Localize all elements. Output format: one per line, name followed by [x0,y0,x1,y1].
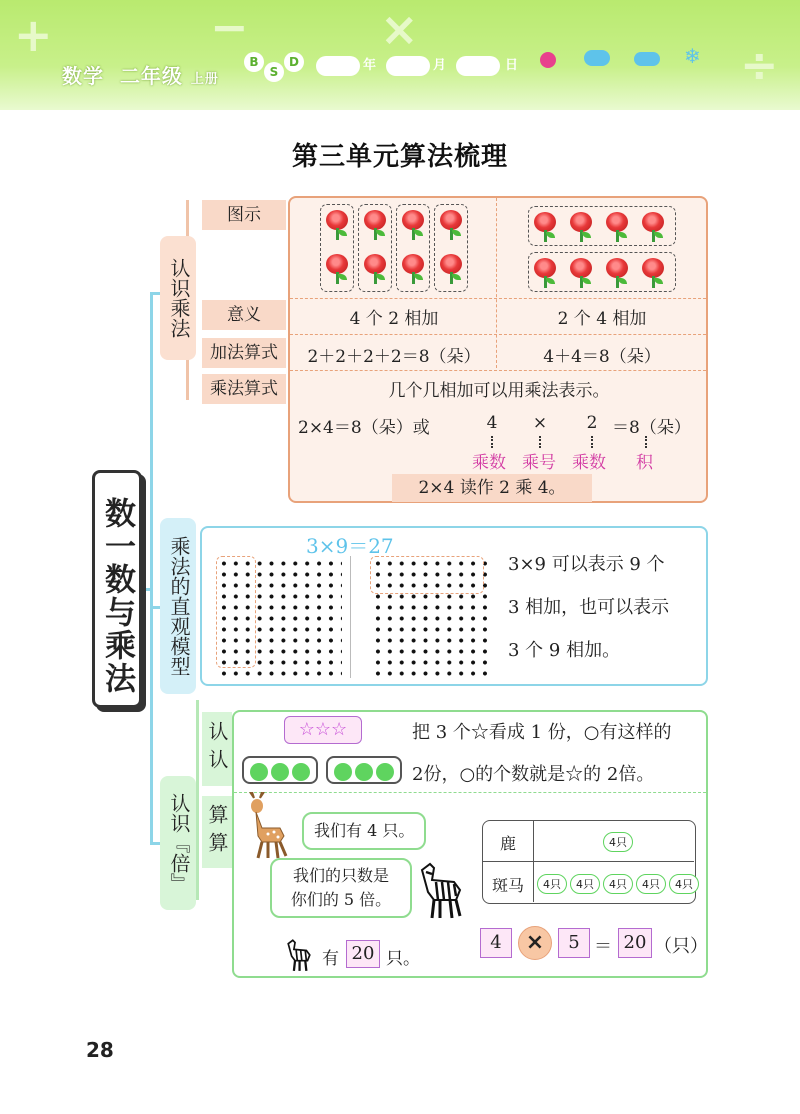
rose-icon [362,208,388,240]
column-highlight [216,556,256,668]
pointer-line [591,436,593,448]
group-cell: 4只 [537,874,567,894]
pointer-line [539,436,541,448]
row-divider [290,298,706,299]
eq-operand-a: 4 [480,928,512,958]
zebra-speech-line-2: 你们的 5 倍。 [290,890,392,909]
rose-icon [438,208,464,240]
section-multiplication-label: 认识乘法 [160,236,196,360]
zebra-speech-line-1: 我们的只数是 [292,866,389,885]
row-label-diagram: 图示 [202,200,286,230]
term-factor-1: 乘数 [472,453,506,473]
addition-right: 4＋4＝8（朵） [543,347,661,367]
branch-s3 [196,700,199,900]
rose-icon [532,210,558,242]
answer-value: 20 [346,940,380,968]
tree-root [142,588,152,591]
table-zebra-label: 斑马 [491,876,524,895]
eq-unit: （只） [654,936,708,957]
publisher-badge-s: S [264,62,284,82]
row-label-meaning: 意义 [202,300,286,330]
row-label-addition: 加法算式 [202,338,286,368]
zebra-icon [416,860,466,920]
snow-weather-icon: ❄ [684,44,701,68]
rose-icon [438,252,464,284]
day-label: 日 [505,58,519,73]
group-cell: 4只 [570,874,600,894]
comparison-table [482,820,696,904]
main-topic: 数一数与乘法 [92,470,142,708]
eq-product: ＝8（朵） [612,418,691,438]
equation-prefix: 2×4＝8（朵）或 [298,418,430,438]
meaning-right: 2 个 4 相加 [557,309,647,329]
zebra-speech [270,858,412,918]
circle-group-2 [326,756,402,784]
rose-icon [640,210,666,242]
circle-icon [250,763,268,781]
rose-icon [604,256,630,288]
plus-decoration-icon: + [14,8,53,62]
circle-icon [355,763,373,781]
rose-icon [362,252,388,284]
publisher-badge-d: D [284,52,304,72]
answer-suffix: 只。 [386,949,420,969]
rose-icon [400,252,426,284]
deer-group [603,831,636,852]
row-highlight [370,556,484,594]
group-cell: 4只 [669,874,699,894]
rose-icon [604,210,630,242]
rose-icon [532,256,558,288]
addition-left: 2＋2＋2＋2＝8（朵） [307,347,481,367]
read-as: 2×4 读作 2 乘 4。 [392,474,592,502]
sun-weather-icon [540,52,556,68]
group-cell: 4只 [603,832,633,852]
month-label: 月 [433,58,447,73]
circle-group-1 [242,756,318,784]
eq-equals: ＝ [594,936,612,957]
pointer-line [645,436,647,448]
tree-trunk [150,292,153,842]
model-divider [350,556,351,678]
day-blank [456,56,500,76]
page-header [0,0,800,110]
divide-decoration-icon: ÷ [740,38,779,92]
times-desc-line-2: 2份，○的个数就是☆的 2倍。 [412,764,655,785]
term-times-sign: 乘号 [522,453,556,473]
circle-icon [376,763,394,781]
term-product: 积 [636,453,653,473]
page-title: 第三单元算法梳理 [291,142,508,172]
eq-times-sign: × [532,413,548,433]
eq-result: 20 [618,928,652,958]
header-title: 数学 二年级 上册 [62,64,219,88]
group-cell: 4只 [603,874,633,894]
rose-icon [324,208,350,240]
deer-speech: 我们有 4 只。 [302,812,426,850]
table-deer-label: 鹿 [499,834,516,853]
publisher-badge-b: B [244,52,264,72]
page-number: 28 [86,1038,114,1062]
rose-icon [568,210,594,242]
year-label: 年 [363,58,377,73]
step-recognize-label: 认认 [202,712,232,786]
row-divider [290,370,706,371]
circle-icon [334,763,352,781]
circle-icon [271,763,289,781]
eq-operator: × [518,926,552,960]
column-divider [496,198,497,368]
table-col-divider [533,821,534,902]
row-label-multiplication: 乘法算式 [202,374,286,404]
year-blank [316,56,360,76]
step-calculate-label: 算算 [202,796,232,868]
pointer-line [491,436,493,448]
rose-icon [568,256,594,288]
star-group: ☆☆☆ [284,716,362,744]
rose-icon [400,208,426,240]
eq-factor-2: 2 [586,413,598,433]
model-desc-line-3: 3 个 9 相加。 [508,640,621,661]
term-factor-2: 乘数 [572,453,606,473]
group-cell: 4只 [636,874,666,894]
model-desc-line-1: 3×9 可以表示 9 个 [508,554,665,575]
rose-icon [324,252,350,284]
multiply-decoration-icon: × [380,2,419,56]
table-row-divider [483,861,694,862]
row-divider [290,334,706,335]
deer-icon [240,792,290,862]
model-equation: 3×9＝27 [306,534,394,558]
answer-prefix: 有 [322,949,339,969]
zebra-groups [537,873,702,894]
rose-icon [640,256,666,288]
meaning-left: 4 个 2 相加 [349,309,439,329]
rain-weather-icon [634,52,660,66]
multiplication-rule: 几个几相加可以用乘法表示。 [388,381,610,401]
times-desc-line-1: 把 3 个☆看成 1 份，○有这样的 [412,722,672,743]
minus-decoration-icon: − [210,0,249,54]
section-model-label: 乘法的直观模型 [160,518,196,694]
circle-icon [292,763,310,781]
month-blank [386,56,430,76]
step-divider [234,792,706,793]
section-times-label: 认识『倍』 [160,776,196,910]
eq-operand-b: 5 [558,928,590,958]
model-desc-line-2: 3 相加，也可以表示 [508,597,670,618]
eq-factor-1: 4 [486,413,498,433]
cloudy-weather-icon [584,50,610,66]
small-zebra-icon [284,938,314,972]
